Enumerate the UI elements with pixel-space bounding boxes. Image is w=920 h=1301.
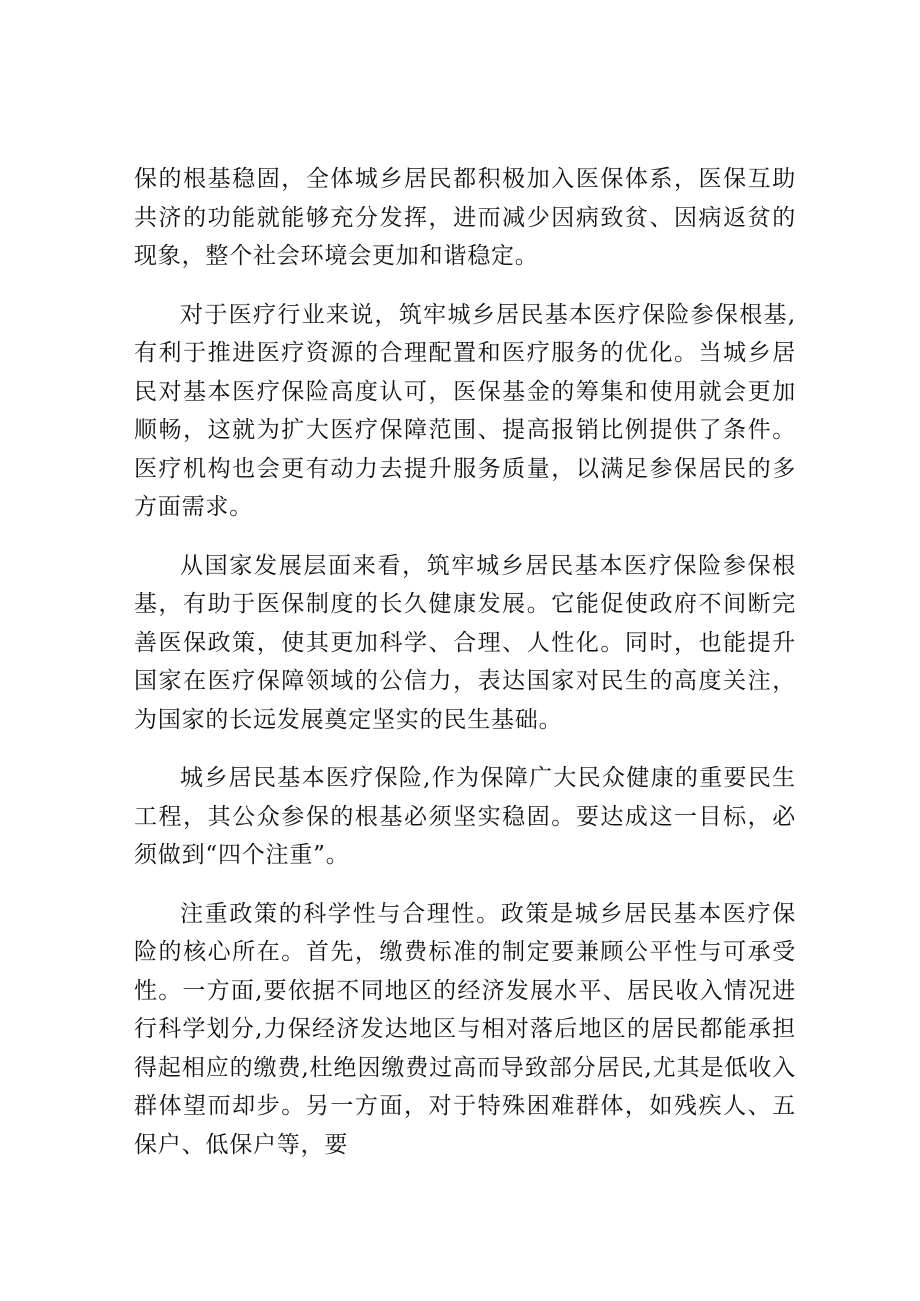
paragraph-3: 从国家发展层面来看，筑牢城乡居民基本医疗保险参保根基，有助于医保制度的长久健康发展。它能促使政府不间断完善医保政策，使其更加科学、合理、人性化。同时，也能提升国家在医疗保障领域的公信力，表达国家对民生的高度关注，为国家的长远发展奠定坚实的民生基础。 <box>134 552 796 733</box>
paragraph-5: 注重政策的科学性与合理性。政策是城乡居民基本医疗保险的核心所在。首先，缴费标准的制定要兼顾公平性与可承受性。一方面,要依据不同地区的经济发展水平、居民收入情况进行科学划分,力保经济发达地区与相对落后地区的居民都能承担得起相应的缴费,杜绝因缴费过高而导致部分居民,尤其是低收入群体望而却步。另一方面，对于特殊困难群体，如残疾人、五保户、低保户等，要 <box>134 900 796 1158</box>
document-body <box>134 160 796 1184</box>
paragraph-1: 保的根基稳固，全体城乡居民都积极加入医保体系，医保互助共济的功能就能够充分发挥，进而减少因病致贫、因病返贫的现象，整个社会环境会更加和谐稳定。 <box>134 166 796 269</box>
paragraph-4: 城乡居民基本医疗保险,作为保障广大民众健康的重要民生工程，其公众参保的根基必须坚实稳固。要达成这一目标，必须做到“四个注重”。 <box>134 765 796 868</box>
paragraph-2: 对于医疗行业来说，筑牢城乡居民基本医疗保险参保根基,有利于推进医疗资源的合理配置和医疗服务的优化。当城乡居民对基本医疗保险高度认可，医保基金的筹集和使用就会更加顺畅，这就为扩大医疗保障范围、提高报销比例提供了条件。医疗机构也会更有动力去提升服务质量，以满足参保居民的多方面需求。 <box>134 301 796 520</box>
